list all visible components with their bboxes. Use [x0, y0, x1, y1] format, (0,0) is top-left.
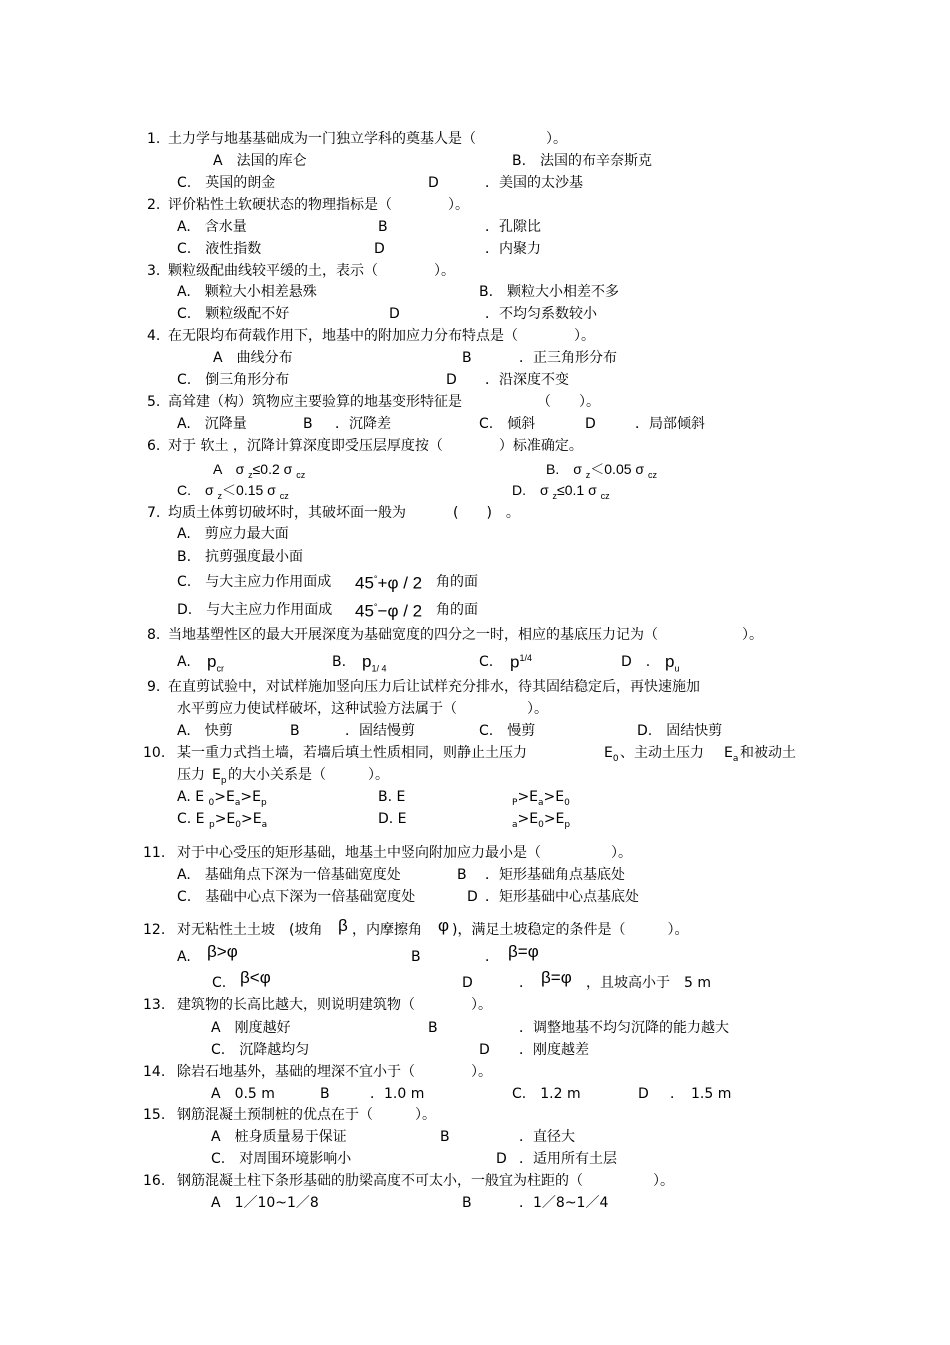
q16-option-b-letter: B	[462, 1195, 472, 1211]
q9-option-b-text: ．固结慢剪	[345, 723, 415, 739]
q14-option-b-text: ．1.0 m	[370, 1086, 425, 1102]
q13-stem: 建筑物的长高比越大，则说明建筑物（ ）。	[177, 997, 492, 1013]
q12-option-d-dot: ．	[519, 975, 533, 991]
q11-option-d-text: ．矩形基础中心点基底处	[485, 889, 639, 905]
q15-option-d-letter: D	[496, 1151, 507, 1167]
q8-option-a-letter: A.	[177, 654, 191, 670]
q9-option-a: A. 快剪	[177, 723, 233, 739]
q1-option-d-text: ．美国的太沙基	[485, 175, 583, 191]
q9-number: 9.	[147, 679, 161, 695]
q12-option-d-letter: D	[462, 975, 473, 991]
q8-option-b-formula: $p_{1/ 4}$	[362, 652, 387, 674]
q1-option-a: A 法国的库仑	[213, 153, 307, 169]
q12-number: 12.	[143, 922, 166, 938]
q2-option-d-letter: D	[374, 241, 385, 257]
q8-stem: 当地基塑性区的最大开展深度为基础宽度的四分之一时，相应的基底压力记为（ ）。	[168, 627, 763, 643]
q14-stem: 除岩石地基外，基础的埋深不宜小于（ ）。	[177, 1064, 492, 1080]
q12-option-d-formula: β=φ	[541, 968, 572, 987]
q2-option-c: C. 液性指数	[177, 241, 262, 257]
q4-option-c: C. 倒三角形分布	[177, 372, 290, 388]
q12-stem-mid: ，内摩擦角	[352, 922, 422, 938]
q7-angle-plus-formula: 45°+φ / 2	[355, 573, 423, 593]
q13-option-b-letter: B	[428, 1020, 438, 1036]
q16-option-b-text: ．1／8~1／4	[519, 1195, 609, 1211]
q11-option-b-letter: B	[457, 867, 467, 883]
q13-option-d-text: ．刚度越差	[519, 1042, 589, 1058]
q10-option-d-text: $_a>E_0>E_p$	[512, 811, 571, 830]
q12-beta-symbol: β	[338, 916, 348, 935]
q15-stem: 钢筋混凝土预制桩的优点在于（ ）。	[177, 1107, 436, 1123]
q10-stem-mid: 、主动土压力	[620, 745, 704, 761]
q9-stem-line2: 水平剪应力使试样破坏，这种试验方法属于（ ）。	[177, 701, 548, 717]
q3-option-b: B. 颗粒大小相差不多	[479, 284, 620, 300]
q5-option-a: A. 沉降量	[177, 416, 247, 432]
q3-option-a: A. 颗粒大小相差悬殊	[177, 284, 317, 300]
q5-option-b-letter: B	[303, 416, 313, 432]
q3-number: 3.	[147, 263, 161, 279]
q7-angle-tail-d: 角的面	[436, 602, 478, 618]
q15-option-c: C. 对周围环境影响小	[211, 1151, 352, 1167]
q11-option-d-letter: D	[467, 889, 478, 905]
q5-option-b-text: ．沉降差	[335, 416, 391, 432]
q4-stem: 在无限均布荷载作用下，地基中的附加应力分布特点是（ ）。	[168, 328, 595, 344]
q1-option-d-letter: D	[428, 175, 439, 191]
q15-number: 15.	[143, 1107, 166, 1123]
q10-option-b-letter: B. E	[378, 789, 406, 805]
q13-option-d-letter: D	[479, 1042, 490, 1058]
q7-option-b: B. 抗剪强度最小面	[177, 549, 304, 565]
q10-option-b-text: $_P>E_a>E_0$	[512, 789, 570, 808]
q10-stem-line2: 压力	[177, 767, 205, 783]
q1-number: 1.	[147, 131, 161, 147]
q6-number: 6.	[147, 438, 161, 454]
q12-stem-end: )，满足土坡稳定的条件是（ ）。	[452, 922, 689, 938]
q10-stem-end: 和被动土	[740, 745, 796, 761]
q7-option-c: C. 与大主应力作用面成	[177, 574, 332, 590]
q5-option-c: C. 倾斜	[479, 416, 536, 432]
q6-stem: 对于 软土 ，沉降计算深度即受压层厚度按（ ）标准确定。	[168, 438, 583, 454]
q10-stem-line2-end: 的大小关系是（ ）。	[228, 767, 389, 783]
q11-stem: 对于中心受压的矩形基础，地基土中竖向附加应力最小是（ ）。	[177, 845, 632, 861]
q12-option-b-letter: B	[411, 949, 421, 965]
q14-option-a: A 0.5 m	[211, 1086, 275, 1102]
q16-option-a: A 1／10~1／8	[211, 1195, 319, 1211]
q4-option-b-letter: B	[462, 350, 472, 366]
q6-option-d: D. σ $_z$≤0.1 σ $_{cz}$	[512, 482, 610, 501]
q13-option-a: A 刚度越好	[211, 1020, 291, 1036]
q8-number: 8.	[147, 627, 161, 643]
q11-number: 11.	[143, 845, 166, 861]
q15-option-b-letter: B	[440, 1129, 450, 1145]
q16-number: 16.	[143, 1173, 166, 1189]
q7-option-a: A. 剪应力最大面	[177, 526, 289, 542]
q3-option-d-text: ．不均匀系数较小	[485, 306, 597, 322]
q8-option-a-formula: $p_{cr}$	[207, 652, 224, 674]
q12-option-b-formula: β=φ	[508, 942, 539, 961]
q12-option-c-formula: β<φ	[240, 968, 271, 987]
q5-option-d-letter: D	[585, 416, 596, 432]
q10-stem: 某一重力式挡土墙，若墙后填土性质相同，则静止土压力	[177, 745, 527, 761]
q12-phi-symbol: φ	[438, 916, 450, 935]
q14-option-d-letter: D	[638, 1086, 649, 1102]
q9-option-d: D. 固结快剪	[637, 723, 723, 739]
q2-option-a: A. 含水量	[177, 219, 247, 235]
q7-option-d: D. 与大主应力作用面成	[177, 602, 333, 618]
q14-option-b-letter: B	[320, 1086, 330, 1102]
q2-option-d-text: ．内聚力	[485, 241, 541, 257]
q10-ea-symbol: $E_a$	[724, 745, 739, 764]
q12-option-a-letter: A.	[177, 949, 191, 965]
q15-option-b-text: ．直径大	[519, 1129, 575, 1145]
q10-e0-symbol: $E_0$	[604, 745, 619, 764]
q9-option-b-letter: B	[290, 723, 300, 739]
q7-stem: 均质土体剪切破坏时，其破坏面一般为	[168, 505, 406, 521]
q15-option-a: A 桩身质量易于保证	[211, 1129, 347, 1145]
q10-number: 10.	[143, 745, 166, 761]
q5-stem: 高耸建（构）筑物应主要验算的地基变形特征是	[168, 394, 462, 410]
q7-angle-tail-c: 角的面	[436, 574, 478, 590]
q13-option-b-text: ．调整地基不均匀沉降的能力越大	[519, 1020, 729, 1036]
q4-number: 4.	[147, 328, 161, 344]
q2-option-b-text: ．孔隙比	[485, 219, 541, 235]
q12-stem: 对无粘性土土坡 (坡角	[177, 922, 323, 938]
q12-option-c-letter: C.	[212, 975, 227, 991]
q4-option-d-letter: D	[446, 372, 457, 388]
q8-option-d-formula: $p_u$	[665, 652, 680, 674]
q12-option-a-formula: β>φ	[207, 942, 238, 961]
q11-option-a: A. 基础角点下深为一倍基础宽度处	[177, 867, 401, 883]
q13-option-c: C. 沉降越均匀	[211, 1042, 310, 1058]
q9-option-c: C. 慢剪	[479, 723, 536, 739]
q7-number: 7.	[147, 505, 161, 521]
q4-option-a: A 曲线分布	[213, 350, 293, 366]
q1-stem: 土力学与地基基础成为一门独立学科的奠基人是（ ）。	[168, 131, 567, 147]
q2-option-b-letter: B	[378, 219, 388, 235]
q8-option-d-letter: D .	[621, 654, 651, 670]
q2-number: 2.	[147, 197, 161, 213]
q14-option-d-text: ． 1.5 m	[670, 1086, 732, 1102]
q11-option-b-text: ．矩形基础角点基底处	[485, 867, 625, 883]
q15-option-d-text: ．适用所有土层	[519, 1151, 617, 1167]
q16-stem: 钢筋混凝土柱下条形基础的肋梁高度不可太小，一般宜为柱距的（ ）。	[177, 1173, 674, 1189]
q13-number: 13.	[143, 997, 166, 1013]
q8-option-c-letter: C.	[479, 654, 494, 670]
q12-option-d-tail: ，且坡高小于 5 m	[586, 975, 711, 991]
q3-option-d-letter: D	[389, 306, 400, 322]
q9-stem: 在直剪试验中，对试样施加竖向压力后让试样充分排水，待其固结稳定后，再快速施加	[168, 679, 700, 695]
q11-option-c: C. 基础中心点下深为一倍基础宽度处	[177, 889, 416, 905]
q4-option-d-text: ．沿深度不变	[485, 372, 569, 388]
q6-option-a: A σ $_z$≤0.2 σ $_{cz}$	[213, 461, 306, 480]
q10-ep-symbol: $E_p$	[212, 767, 227, 786]
q5-stem-tail: （ ）。	[537, 394, 600, 410]
q10-option-c: C. E $_p>E_0>E_a$	[177, 811, 268, 830]
q6-option-c: C. σ $_z$＜0.15 σ $_{cz}$	[177, 482, 289, 501]
q5-number: 5.	[147, 394, 161, 410]
q6-option-b: B. σ $_z$＜0.05 σ $_{cz}$	[546, 461, 657, 480]
q3-option-c: C. 颗粒级配不好	[177, 306, 290, 322]
q7-stem-tail: ( ) 。	[453, 505, 520, 521]
q2-stem: 评价粘性土软硬状态的物理指标是（ ）。	[168, 197, 469, 213]
q5-option-d-text: ．局部倾斜	[635, 416, 705, 432]
q8-option-b-letter: B.	[332, 654, 347, 670]
q12-option-b-dot: ．	[485, 949, 499, 965]
q1-option-b: B. 法国的布辛奈斯克	[512, 153, 653, 169]
q10-option-a: A. E $_0>E_a>E_p$	[177, 789, 267, 808]
q14-option-c: C. 1.2 m	[512, 1086, 581, 1102]
q8-option-c-formula: $p^{1/4}$	[510, 652, 532, 672]
q1-option-c: C. 英国的朗金	[177, 175, 276, 191]
q7-angle-minus-formula: 45°−φ / 2	[355, 601, 423, 621]
q10-option-d-letter: D. E	[378, 811, 407, 827]
q14-number: 14.	[143, 1064, 166, 1080]
q3-stem: 颗粒级配曲线较平缓的土，表示（ ）。	[168, 263, 455, 279]
q4-option-b-text: ．正三角形分布	[519, 350, 617, 366]
